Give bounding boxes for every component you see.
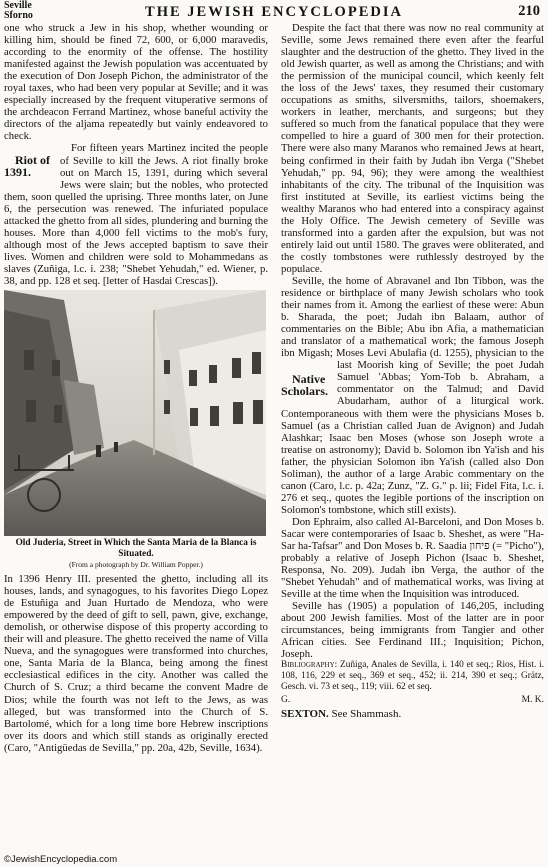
bibliography-label: Bibliography: [281,660,338,671]
sexton-see-also: See Shammash. [331,708,402,721]
footer-copyright: ©JewishEncyclopedia.com [4,854,118,865]
signature-left: G. [281,695,291,706]
marginal-note-scholars: Native Scholars. [281,372,329,399]
sexton-entry [281,708,544,720]
right-column [281,22,544,720]
running-head-2: Sforno [4,10,33,21]
photograph-old-juderia [4,290,266,536]
paragraph: Despite the fact that there was now no real community at Seville, some Jews remained there even after the fearful slaughter and the destruction of the ghetto. They lived in the old Jewish quarter, as well as among the Christians; and with the permission of the municipal council, which keenly felt the loss of the Jews' taxes, they resumed their customary occupations as smiths, silversmiths, tailors, shoemakers, workers in leather, merchants, and surgeons; but they suffered so much from the fanatical populace that they were compelled to hire a guard of 300 men for their protection. There were also many Maranos who remained Jews at heart, being confirmed in their faith by Judah ibn Verga ("Shebet Yehudah," pp. 94, 96); they were among the wealthiest inhabitants of the city. The tribunal of the Inquisition was first instituted at Seville, its earliest victims being the wealthy Maranos who had entered into a conspiracy against the Holy Office. The Jewish cemetery of Seville was transformed into a garden after the expulsion, but was not entirely laid out until 1580. The graves were obliterated, and the costly tombstones were ruthlessly destroyed by the populace. [281,22,544,275]
paragraph-text: Samuel 'Abbas; Yom-Tob b. Abraham, a commentator on the Talmud; and David Abudarham, author of a liturgical work. Contemporaneous with them were the physicians Moses b. Samuel (as a Christian called Juan de Avignon) and Judah Alashkar; Isaac ben Moses (whose son Joseph wrote a treatise on astronomy); David b. Solomon ibn Ya'ish and his father, the physician Solomon ibn Ya'ish (called also Don Soliman), the author of a large Arabic commentary on the canon (Caro, l.c. p. 42a; Zunz, "Z. G." p. lii; Fidel Fita, l.c. i. 276 et seq., quotes the legible portions of the inscription on Solomon's tombstone, which still exists). [281,371,544,516]
paragraph-text: For fifteen years Martinez incited the people of Seville to kill the Jews. A riot finally broke out on March 15, 1391, during which several Jews were slain; but the nobles, who protected them, soon quelled the uprising. Three months later, on June 6, the persecution was renewed. The infuriated populace attacked the ghetto from all sides, plundering and burning the houses. More than 4,000 fell victims to the mob's fury, although most of the Jews accepted baptism to save their lives. Women and children were sold to Mohammedans as slaves (Zuñiga, l.c. i. 238; "Shebet Yehudah," ed. Wiener, p. 38, and pp. 128 et seq. [letter of Hasdai Crescas]). [4,142,268,287]
bibliography [281,660,544,692]
page-number: 210 [518,3,540,19]
paragraph: In 1396 Henry III. presented the ghetto, including all its houses, lands, and synagogues, to his favorites Diego Lopez de Estuñiga and Juan Hurtado de Mendoza, who were empowered by the deed of gift to sell, pawn, give, exchange, demolish, or otherwise dispose of this property according to their will and pleasure. The ghetto received the name of Villa Nueva, and the synagogues were transformed into churches, one, Santa Maria de la Blanca, being among the finest ecclesiastical edifices in the city. Another was called the Church of S. Cruz; a third became the convent Madre de Dios; while the fourth was not left to the Jews, as was alleged, but was transformed into the Church of S. Bartolomé, which for a long time bore Hebrew inscriptions over its doors and which still stands as originally erected (Caro, "Antigüedas de Sevilla," pp. 20a, 42b, Seville, 1634). [4,573,268,754]
figure-credit: (From a photograph by Dr. William Popper.) [69,560,203,570]
paragraph: one who struck a Jew in his shop, whether wounding or killing him, should be fined 72, 600, or 6,000 maravedis, according to the enormity of the offense. The hostility manifested against the Jewish population was accentuated by the execution of Don Joseph Pichon, the administrator of the royal taxes, who had been very popular at Seville; and it was especially increased by the frequent vituperative sermons of the archdeacon Ferrand Martinez, whose baneful activity the directors of the aljama repeatedly but vainly endeavored to check. [4,22,268,143]
bibliography-text: Zuñiga, Anales de Sevilla, i. 140 et seq.; Rios, Hist. i. 108, 116, 229 et seq., 369 et seq., 452; ii. 214, 390 et seq.; Grätz, Gesch. vi. 73 et seq., 119; viii. 62 et seq. [281,660,544,692]
signatures [281,694,544,706]
running-head-1: Seville [4,0,32,11]
signature-right: M. K. [521,695,544,706]
sexton-headword: SEXTON. [281,708,329,721]
street-photo-image [4,290,266,536]
paragraph-text: Seville, the home of Abravanel and Ibn Tibbon, was the residence or birthplace of many Jewish scholars who took their names from it. Among the earliest of these were: Abun b. Sharada, the poet; Judah ibn Balaam, author of commentaries on the Bible; Abu ibn Afia, a mathematician and translator of a mathematical work; the famous Joseph ibn Migash; Moses Levi Abulafia (d. 1255), physician to the last Moorish king of Seville; the poet Judah [281,274,544,372]
paragraph-scholars [281,275,544,516]
marginal-note-riot: Riot of 1391. [4,153,50,180]
paragraph: Seville has (1905) a population of 146,205, including about 200 Jewish families. Most of the latter are in poor circumstances, being immigrants from Tangier and other African cities. See Ferdinand III.; Inquisition; Pichon, Joseph. [281,600,544,661]
page-title: THE JEWISH ENCYCLOPEDIA [145,4,403,20]
paragraph-riot [4,142,268,287]
paragraph: Don Ephraim, also called Al-Barceloni, and Don Moses b. Sacar were contemporaries of Isaac b. Sheshet, as were "Ha-Sar ha-Tafsar" and Don Moses b. R. Saadia פיחון (= "Picho"), probably a relative of Joseph Pichon (Isaac b. Sheshet, Responsa, No. 209). Judah ibn Verga, the author of the "Shebet Yehudah" and of mathematical works, was living at Seville at the time when the Inquisition was introduced. [281,515,545,601]
left-column [4,22,268,754]
figure-caption: Old Juderia, Street in Which the Santa Maria de la Blanca is Situated. [15,538,257,560]
